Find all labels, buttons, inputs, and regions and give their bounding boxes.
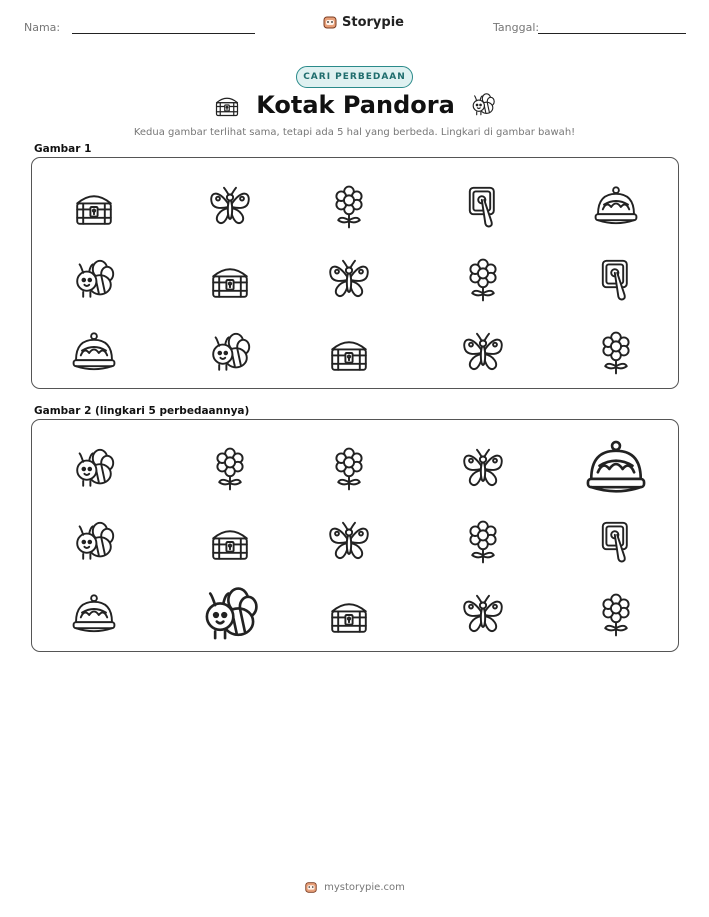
butterfly-icon[interactable] [459, 591, 507, 639]
flower-icon[interactable] [206, 445, 254, 493]
chest-icon [325, 329, 373, 377]
section-label-gambar-2: Gambar 2 (lingkari 5 perbedaannya) [34, 405, 250, 417]
bee-icon [206, 329, 254, 377]
dome-icon[interactable] [70, 591, 118, 639]
flower-icon [459, 256, 507, 304]
activity-badge: CARI PERBEDAAN [296, 66, 413, 88]
butterfly-icon [459, 329, 507, 377]
flower-icon [325, 183, 373, 231]
flower-icon[interactable] [325, 445, 373, 493]
chest-icon [70, 183, 118, 231]
footer-url[interactable]: mystorypie.com [324, 881, 405, 893]
flower-icon [592, 329, 640, 377]
butterfly-icon[interactable] [325, 518, 373, 566]
lever-icon[interactable] [592, 518, 640, 566]
bee-icon[interactable] [70, 445, 118, 493]
chest-icon[interactable] [206, 518, 254, 566]
chest-icon [206, 256, 254, 304]
brand-name: Storypie [342, 14, 404, 30]
butterfly-icon [325, 256, 373, 304]
bee-icon [469, 91, 497, 119]
date-field[interactable] [538, 33, 686, 34]
bee-icon [70, 256, 118, 304]
storypie-mascot-icon [322, 14, 338, 30]
chest-icon[interactable] [325, 591, 373, 639]
dome-icon[interactable] [583, 436, 649, 502]
lever-icon [459, 183, 507, 231]
butterfly-icon[interactable] [459, 445, 507, 493]
flower-icon[interactable] [459, 518, 507, 566]
name-field[interactable] [72, 33, 255, 34]
bee-icon[interactable] [197, 582, 263, 648]
storypie-mascot-icon [304, 880, 318, 894]
dome-icon [70, 329, 118, 377]
date-label: Tanggal: [493, 21, 540, 34]
lever-icon [592, 256, 640, 304]
name-label: Nama: [24, 21, 61, 34]
section-label-gambar-1: Gambar 1 [34, 143, 92, 155]
dome-icon [592, 183, 640, 231]
chest-icon [212, 90, 242, 120]
bee-icon[interactable] [70, 518, 118, 566]
instructions: Kedua gambar terlihat sama, tetapi ada 5 hal yang berbeda. Lingkari di gambar bawah! [133, 127, 576, 138]
page-title: Kotak Pandora [256, 91, 455, 119]
footer [0, 880, 709, 894]
picture-panel-2[interactable] [31, 419, 679, 652]
picture-panel-1 [31, 157, 679, 389]
flower-icon[interactable] [592, 591, 640, 639]
brand-logo [322, 14, 404, 30]
butterfly-icon [206, 183, 254, 231]
